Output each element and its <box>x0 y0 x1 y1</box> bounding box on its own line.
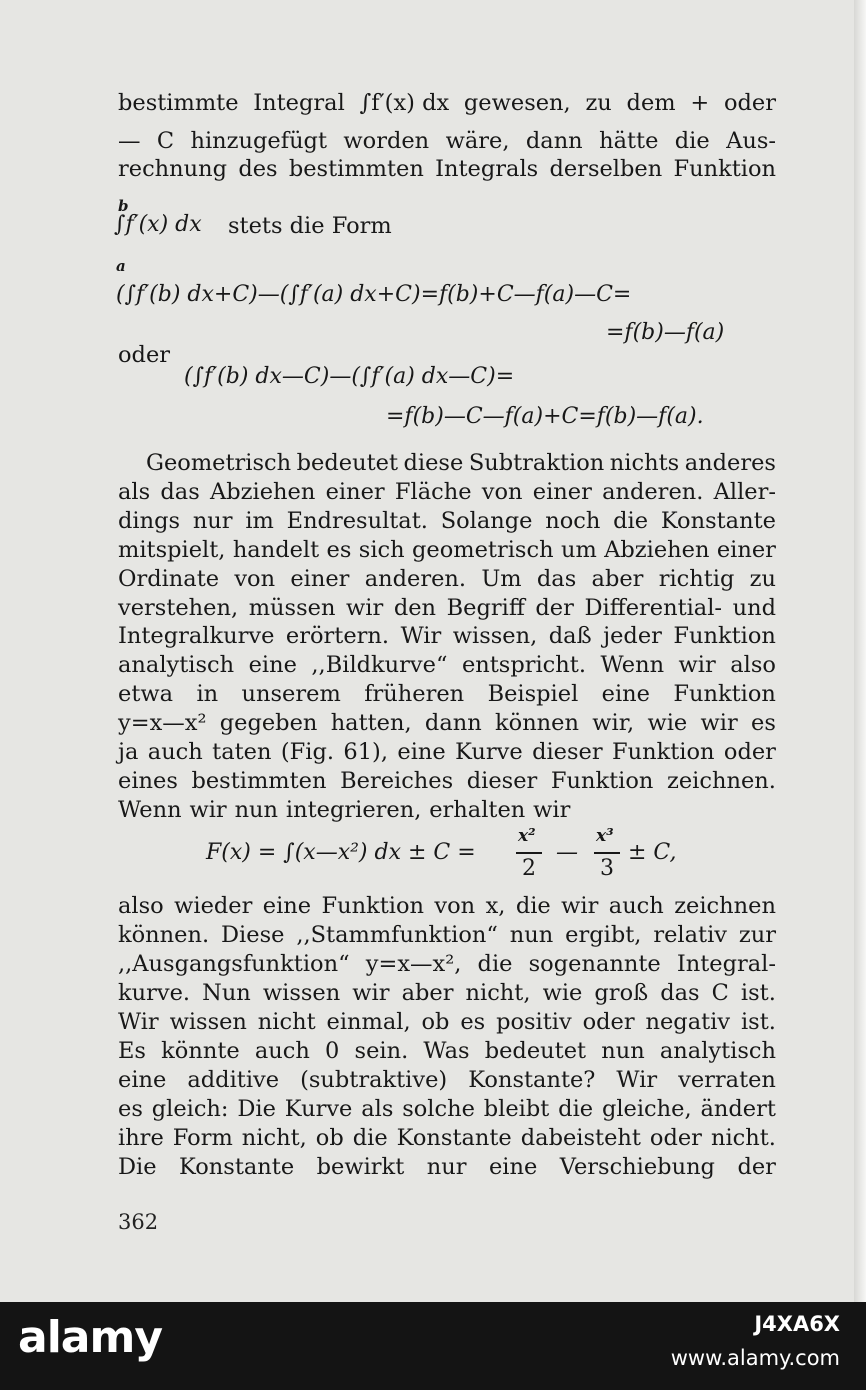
alamy-logo: alamy <box>18 1312 162 1363</box>
word: solche <box>402 1096 475 1122</box>
word: können <box>495 710 579 736</box>
image-id: J4XA6X <box>754 1312 840 1336</box>
word: Geometrisch <box>146 450 292 476</box>
word: bleibt <box>483 1096 550 1122</box>
word: eine <box>262 893 312 919</box>
word: zeichnen. <box>667 768 776 794</box>
word: den <box>393 595 437 621</box>
fraction-1-bar <box>516 852 542 854</box>
word: zu <box>585 90 612 116</box>
word: bedeutet <box>484 1038 587 1064</box>
word: richtig <box>658 566 735 592</box>
text-line <box>118 623 776 649</box>
word: Funktion <box>550 768 654 794</box>
word: Subtraktion <box>468 450 605 476</box>
word: dann <box>525 128 583 154</box>
word: dieser <box>532 739 603 765</box>
word: diese <box>403 450 464 476</box>
word: aber <box>591 566 644 592</box>
word: daß <box>548 623 592 649</box>
word: nun <box>234 797 279 823</box>
word: hatten, <box>330 710 412 736</box>
word: es <box>751 710 776 736</box>
text-line <box>118 980 776 1006</box>
page-edge <box>854 0 866 1302</box>
text-line <box>118 768 776 794</box>
text-line <box>118 739 776 765</box>
word: erörtern. <box>285 623 390 649</box>
text-line <box>118 1154 776 1180</box>
word: der <box>535 595 574 621</box>
word: Diese <box>221 922 285 948</box>
word: Kurve <box>284 1096 353 1122</box>
word: Die <box>237 1096 276 1122</box>
word: Funktion <box>321 893 425 919</box>
word: dem <box>626 90 676 116</box>
word: wie <box>647 710 688 736</box>
fraction-2-numerator: x³ <box>596 826 614 846</box>
word: auch <box>254 1038 310 1064</box>
word: ob <box>315 1125 344 1151</box>
word: nun <box>509 922 554 948</box>
word: das <box>160 479 200 505</box>
word: von <box>481 479 523 505</box>
upper-limit: b <box>118 197 129 215</box>
word: zur <box>738 922 776 948</box>
text-line <box>118 681 776 707</box>
word: ist. <box>740 980 776 1006</box>
word: oder <box>723 90 776 116</box>
word: im <box>245 508 274 534</box>
word: bestimmten <box>288 156 424 182</box>
word: Differential- <box>584 595 723 621</box>
text-line <box>118 566 776 592</box>
word: unserem <box>241 681 341 707</box>
word: von <box>434 893 476 919</box>
word: relativ <box>653 922 727 948</box>
word: kurve. <box>118 980 191 1006</box>
fraction-1-numerator: x² <box>518 826 536 846</box>
word: Integralkurve <box>118 623 275 649</box>
word: Was <box>423 1038 470 1064</box>
word: Integrals <box>435 156 539 182</box>
word: gleich: <box>151 1096 229 1122</box>
word: nur <box>192 508 233 534</box>
word: (subtraktive) <box>300 1067 448 1093</box>
word: es <box>460 1009 486 1035</box>
word: Abziehen <box>210 479 316 505</box>
word: zu <box>749 566 776 592</box>
text-line <box>118 479 776 505</box>
word: 61), <box>343 739 388 765</box>
word: Wir <box>616 1067 658 1093</box>
word: wir <box>346 595 384 621</box>
text-line <box>118 893 776 919</box>
word: bestimmten <box>191 768 327 794</box>
word: wir <box>678 652 716 678</box>
word: die <box>613 508 649 534</box>
word: bedeutet <box>296 450 398 476</box>
word: einer <box>290 566 350 592</box>
word: die <box>558 1096 594 1122</box>
word: ändert <box>700 1096 776 1122</box>
word: ist. <box>740 1009 776 1035</box>
word: Abziehen <box>604 537 710 563</box>
text-line <box>118 156 776 182</box>
word: wäre, <box>445 128 510 154</box>
word: (Fig. <box>280 739 335 765</box>
word: Endresultat. <box>286 508 428 534</box>
word: Funktion <box>612 739 715 765</box>
equation-3-minus: — <box>556 840 578 865</box>
word: Verschiebung <box>559 1154 715 1180</box>
word: x, <box>485 893 506 919</box>
word: wir, <box>592 710 635 736</box>
word: C <box>711 980 729 1006</box>
word: ergibt, <box>565 922 642 948</box>
word: die <box>674 128 710 154</box>
text-line <box>118 951 776 977</box>
word: eine <box>601 681 650 707</box>
word: wissen <box>262 980 341 1006</box>
word: bestimmte <box>118 90 239 116</box>
word: sein. <box>354 1038 409 1064</box>
word: Fläche <box>394 479 472 505</box>
word: y=x—x² <box>118 710 207 736</box>
word: verraten <box>678 1067 776 1093</box>
word: gewesen, <box>463 90 571 116</box>
word: analytisch <box>118 652 235 678</box>
word: könnte <box>161 1038 240 1064</box>
word: früheren <box>364 681 465 707</box>
word: wir <box>561 893 599 919</box>
word: Funktion <box>673 156 776 182</box>
word: Bereiches <box>340 768 454 794</box>
word: anderen. <box>602 479 704 505</box>
word: Begriff <box>446 595 525 621</box>
equation-2-line-2: =f(b)—C—f(a)+C=f(b)—f(a). <box>386 404 704 429</box>
word: gegeben <box>219 710 318 736</box>
word: + <box>690 90 710 116</box>
formula-text: stets die Form <box>228 213 392 239</box>
word: Kurve <box>455 739 523 765</box>
word: Konstante? <box>468 1067 596 1093</box>
text-line <box>118 128 776 154</box>
word: geometrisch <box>412 537 554 563</box>
text-line <box>118 1125 776 1151</box>
word: Beispiel <box>487 681 579 707</box>
word: dabeisteht <box>520 1125 641 1151</box>
word: nicht. <box>710 1125 776 1151</box>
fraction-2-bar <box>594 852 620 854</box>
word: wissen <box>169 1009 247 1035</box>
text-line <box>118 797 776 823</box>
word: eine <box>488 1154 538 1180</box>
word: worden <box>343 128 430 154</box>
word: Aus- <box>726 128 776 154</box>
word: Konstante <box>660 508 776 534</box>
text-line <box>118 652 776 678</box>
word: handelt <box>232 537 320 563</box>
word: die <box>515 893 551 919</box>
text-line <box>118 1067 776 1093</box>
word: also <box>730 652 776 678</box>
word: nicht, <box>465 980 531 1006</box>
site-url: www.alamy.com <box>670 1346 840 1370</box>
word: in <box>196 681 219 707</box>
word: aber <box>401 980 454 1006</box>
word: anderen. <box>364 566 467 592</box>
integral-expression: ∫f′(x) dx <box>114 212 202 237</box>
text-line <box>118 1096 776 1122</box>
word: zeichnen <box>674 893 776 919</box>
word: Funktion <box>673 681 776 707</box>
word: ,,Bildkurve“ <box>311 652 448 678</box>
word: wir <box>700 710 738 736</box>
word: das <box>536 566 577 592</box>
text-line <box>118 922 776 948</box>
word: taten <box>212 739 272 765</box>
word: Integral- <box>676 951 776 977</box>
equation-1-line-1: (∫f′(b) dx+C)—(∫f′(a) dx+C)=f(b)+C—f(a)—C= <box>116 282 632 307</box>
lower-limit: a <box>116 257 126 275</box>
word: Konstante <box>396 1125 512 1151</box>
word: wir <box>533 797 571 823</box>
word: die <box>352 1125 388 1151</box>
word: also <box>118 893 164 919</box>
word: eines <box>118 768 178 794</box>
word: wir <box>352 980 390 1006</box>
word: oder <box>649 1125 702 1151</box>
word: rechnung <box>118 156 228 182</box>
word: Solange <box>440 508 533 534</box>
word: Die <box>118 1154 157 1180</box>
word: noch <box>545 508 601 534</box>
word: es <box>326 537 352 563</box>
word: mitspielt, <box>118 537 226 563</box>
equation-1-line-2: =f(b)—f(a) <box>606 320 725 345</box>
word: dieser <box>466 768 538 794</box>
word: als <box>118 479 151 505</box>
word: das <box>660 980 700 1006</box>
word: etwa <box>118 681 174 707</box>
word: y=x—x², <box>365 951 462 977</box>
word: entspricht. <box>461 652 586 678</box>
word: ob <box>421 1009 450 1035</box>
fraction-1-denominator: 2 <box>522 856 536 881</box>
word: negativ <box>645 1009 731 1035</box>
word: gleiche, <box>601 1096 692 1122</box>
word: nun <box>601 1038 645 1064</box>
word: nicht <box>257 1009 316 1035</box>
word: dann <box>424 710 482 736</box>
text-line <box>118 595 776 621</box>
word: ihre <box>118 1125 164 1151</box>
equation-3-lhs: F(x) = ∫(x—x²) dx ± C = <box>206 840 476 865</box>
word: von <box>234 566 276 592</box>
word: eine <box>397 739 446 765</box>
word: erhalten <box>429 797 526 823</box>
word: Nun <box>202 980 251 1006</box>
word: auch <box>608 893 664 919</box>
word: die <box>477 951 513 977</box>
word: additive <box>187 1067 280 1093</box>
word: können. <box>118 922 210 948</box>
word: Um <box>481 566 522 592</box>
word: oder <box>582 1009 635 1035</box>
oder-label: oder <box>118 342 171 368</box>
word: einer <box>325 479 385 505</box>
word: wie <box>542 980 583 1006</box>
word: Konstante <box>179 1154 295 1180</box>
equation-2-line-1: (∫f′(b) dx—C)—(∫f′(a) dx—C)= <box>184 364 515 389</box>
word: einer <box>532 479 592 505</box>
word: des <box>238 156 278 182</box>
word: der <box>737 1154 776 1180</box>
word: Wir <box>118 1009 159 1035</box>
word: wir <box>189 797 227 823</box>
word: verstehen, <box>118 595 239 621</box>
fraction-2-denominator: 3 <box>600 856 614 881</box>
text-line <box>118 1009 776 1035</box>
word: integrieren, <box>285 797 422 823</box>
word: 0 <box>325 1038 340 1064</box>
word: einer <box>716 537 776 563</box>
word: ,,Stammfunktion“ <box>296 922 498 948</box>
word: als <box>361 1096 394 1122</box>
word: oder <box>723 739 776 765</box>
word: Wir <box>400 623 442 649</box>
word: ja <box>118 739 139 765</box>
text-line <box>118 537 776 563</box>
word: eine <box>248 652 297 678</box>
word: Funktion <box>673 623 776 649</box>
text-line <box>118 508 776 534</box>
word: Wenn <box>600 652 665 678</box>
word: analytisch <box>659 1038 776 1064</box>
word: und <box>732 595 776 621</box>
word: nichts <box>609 450 680 476</box>
word: Wenn <box>118 797 182 823</box>
word: bewirkt <box>316 1154 405 1180</box>
word: Es <box>118 1038 146 1064</box>
word: wissen, <box>452 623 538 649</box>
word: Ordinate <box>118 566 220 592</box>
word: anderes <box>684 450 776 476</box>
word: sogenannte <box>528 951 661 977</box>
text-line <box>118 710 776 736</box>
text-line <box>146 450 776 476</box>
word: groß <box>594 980 649 1006</box>
word: jeder <box>603 623 662 649</box>
word: — <box>118 128 141 154</box>
word: einmal, <box>326 1009 411 1035</box>
word: C <box>156 128 175 154</box>
word: derselben <box>549 156 663 182</box>
word: ∫f′(x) dx <box>359 90 450 116</box>
word: nicht, <box>241 1125 307 1151</box>
word: hätte <box>599 128 659 154</box>
equation-3-tail: ± C, <box>628 840 677 865</box>
word: sich <box>358 537 405 563</box>
word: müssen <box>248 595 336 621</box>
word: nur <box>426 1154 467 1180</box>
word: Form <box>172 1125 233 1151</box>
word: um <box>560 537 597 563</box>
word: Integral <box>253 90 345 116</box>
word: hinzugefügt <box>190 128 328 154</box>
word: ,,Ausgangsfunktion“ <box>118 951 350 977</box>
word: positiv <box>496 1009 572 1035</box>
word: auch <box>147 739 203 765</box>
page-number: 362 <box>118 1210 159 1234</box>
word: wieder <box>174 893 253 919</box>
text-line <box>118 1038 776 1064</box>
word: Aller- <box>713 479 776 505</box>
word: eine <box>118 1067 167 1093</box>
text-line <box>118 90 776 116</box>
word: es <box>118 1096 143 1122</box>
word: dings <box>118 508 181 534</box>
